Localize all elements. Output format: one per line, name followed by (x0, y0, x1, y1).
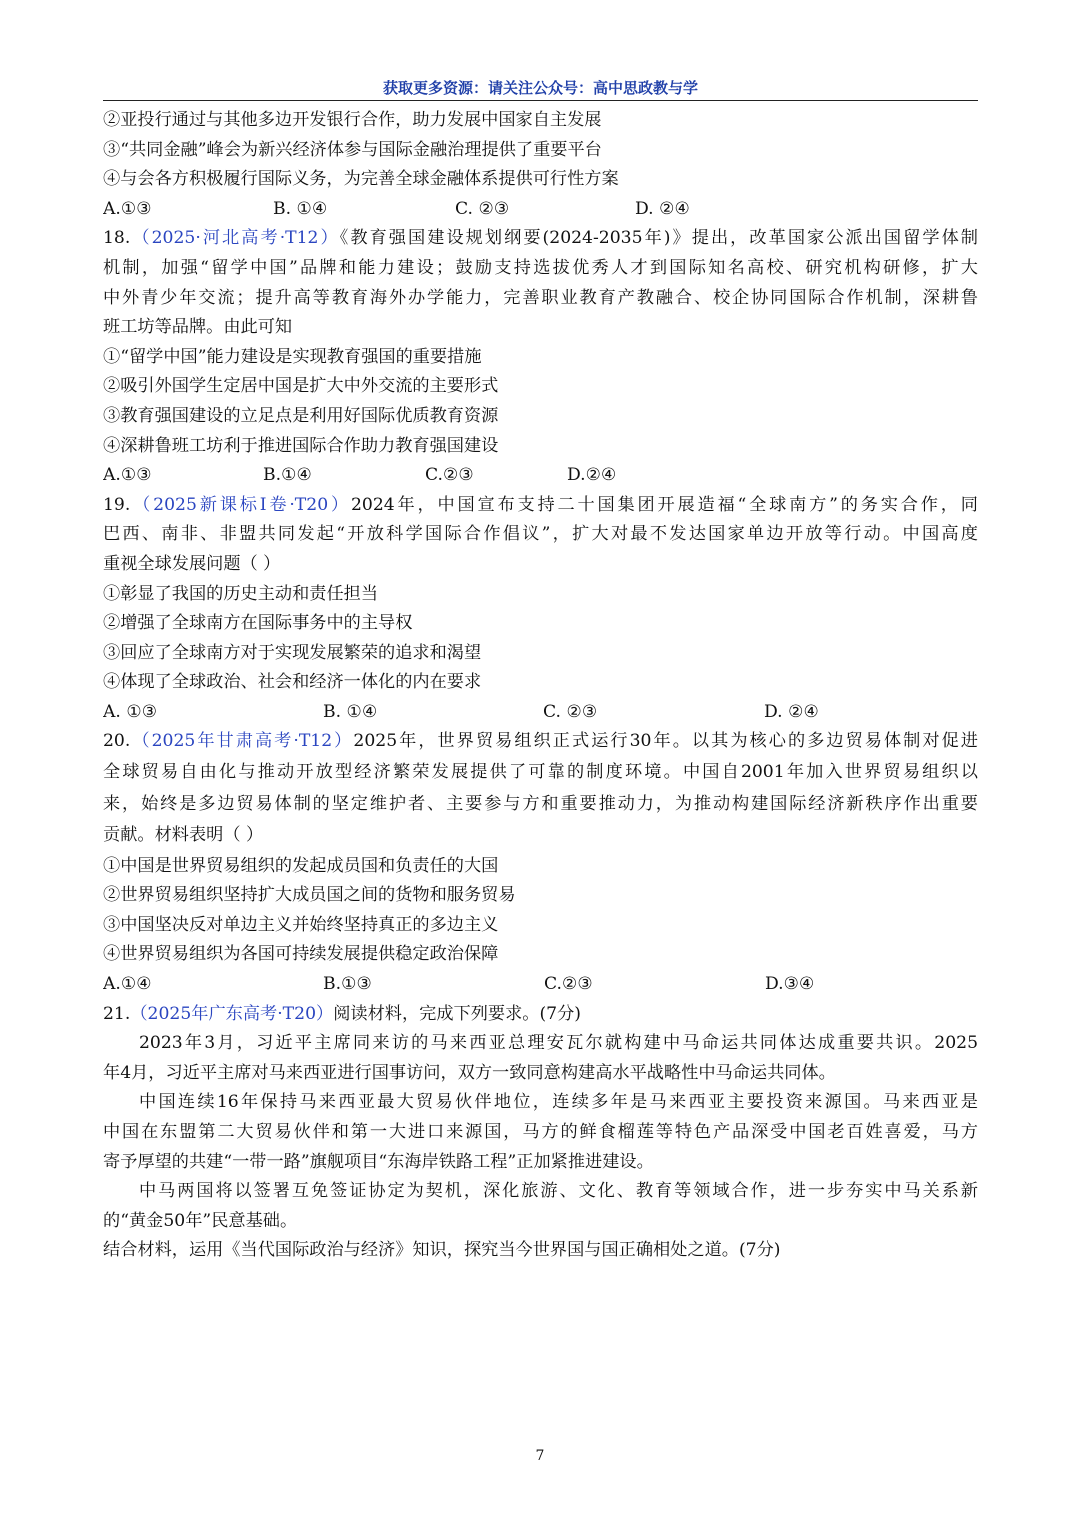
q19-number: 19. (103, 494, 131, 515)
page-header: 获取更多资源：请关注公众号：高中思政教与学 (103, 76, 978, 101)
q21-number: 21. (103, 1003, 131, 1024)
q18-option-d: D.②④ (567, 465, 617, 486)
q19-stem-text-1: 2024年，中国宣布支持二十国集团开展造福“全球南方”的务实合作，同 (350, 494, 978, 515)
q18-item-2: ②吸引外国学生定居中国是扩大中外交流的主要形式 (103, 376, 499, 397)
q20-stem-line-3: 来，始终是多边贸易体制的坚定维护者、主要参与方和重要推动力，为推动构建国际经济新秩序作出重要 (103, 793, 978, 814)
q21-intro: 阅读材料，完成下列要求。(7分) (333, 1003, 581, 1024)
q21-material-p2-line-2: 中国在东盟第二大贸易伙伴和第一大进口来源国，马方的鲜食榴莲等特色产品深受中国老百姓喜爱，马方 (103, 1121, 978, 1142)
q21-heading (103, 1000, 978, 1030)
q18-options (103, 461, 978, 491)
q19-item-1: ①彰显了我国的历史主动和责任担当 (103, 583, 379, 604)
q19-option-a: A. ①③ (103, 701, 158, 722)
q21-material-p1-line-1: 2023年3月，习近平主席同来访的马来西亚总理安瓦尔就构建中马命运共同体达成重要共识。2025 (139, 1033, 978, 1054)
q19-stem-line-2: 巴西、南非、非盟共同发起“开放科学国际合作倡议”，扩大对最不发达国家单边开放等行动。中国高度 (103, 524, 978, 545)
q17-options (103, 195, 978, 225)
q17-option-c: C. ②③ (455, 198, 510, 219)
q17-item-3: ③“共同金融”峰会为新兴经济体参与国际金融治理提供了重要平台 (103, 139, 602, 160)
q19-options (103, 698, 978, 728)
q18-option-c: C.②③ (425, 465, 474, 486)
q19-stem-line-3: 重视全球发展问题（ ） (103, 553, 281, 574)
q20-item-4: ④世界贸易组织为各国可持续发展提供稳定政治保障 (103, 944, 499, 965)
q20-stem-line-4: 贡献。材料表明（ ） (103, 825, 264, 846)
q19-item-4: ④体现了全球政治、社会和经济一体化的内在要求 (103, 672, 482, 693)
q20-option-a: A.①④ (103, 973, 152, 994)
q20-stem-line-1 (103, 727, 978, 757)
q18-item-3: ③教育强国建设的立足点是利用好国际优质教育资源 (103, 405, 499, 426)
q18-stem-line-3: 中外青少年交流；提升高等教育海外办学能力，完善职业教育产教融合、校企协同国际合作机制，深耕鲁 (103, 287, 978, 308)
q20-option-c: C.②③ (544, 973, 593, 994)
q21-material-p1-line-2: 年4月，习近平主席对马来西亚进行国事访问，双方一致同意构建高水平战略性中马命运共同体。 (103, 1062, 836, 1083)
q18-stem-line-2: 机制，加强“留学中国”品牌和能力建设；鼓励支持选拔优秀人才到国际知名高校、研究机构研修，扩大 (103, 257, 978, 278)
q20-stem-line-2: 全球贸易自由化与推动开放型经济繁荣发展提供了可靠的制度环境。中国自2001年加入世界贸易组织以 (103, 762, 978, 783)
q18-option-b: B.①④ (263, 465, 312, 486)
q18-option-a: A.①③ (103, 465, 152, 486)
q17-item-4: ④与会各方积极履行国际义务，为完善全球金融体系提供可行性方案 (103, 169, 619, 190)
q21-question: 结合材料，运用《当代国际政治与经济》知识，探究当今世界国与国正确相处之道。(7分) (103, 1240, 781, 1261)
q20-item-2: ②世界贸易组织坚持扩大成员国之间的货物和服务贸易 (103, 885, 516, 906)
page-content (103, 106, 978, 1266)
q20-item-3: ③中国坚决反对单边主义并始终坚持真正的多边主义 (103, 914, 499, 935)
q18-source: （2025·河北高考·T12） (130, 228, 340, 249)
q20-option-d: D.③④ (765, 973, 815, 994)
q19-item-3: ③回应了全球南方对于实现发展繁荣的追求和渴望 (103, 642, 482, 663)
q20-number: 20. (103, 731, 131, 752)
q17-option-a: A.①③ (103, 198, 152, 219)
q21-material-p3-line-2: 的“黄金50年”民意基础。 (103, 1210, 298, 1231)
q20-item-1: ①中国是世界贸易组织的发起成员国和负责任的大国 (103, 855, 499, 876)
page-number: 7 (535, 1448, 545, 1464)
q18-number: 18. (103, 228, 131, 249)
q21-material-p3-line-1: 中马两国将以签署互免签证协定为契机，深化旅游、文化、教育等领域合作，进一步夯实中马关系新 (139, 1181, 978, 1202)
q17-option-d: D. ②④ (635, 198, 690, 219)
q20-options (103, 970, 978, 1000)
q18-item-1: ①“留学中国”能力建设是实现教育强国的重要措施 (103, 346, 482, 367)
q18-stem-line-4: 班工坊等品牌。由此可知 (103, 317, 293, 338)
q21-source: （2025年广东高考·T20） (130, 1003, 334, 1024)
q19-source: （2025新课标Ⅰ卷·T20） (130, 494, 351, 515)
q21-material-p2-line-1: 中国连续16年保持马来西亚最大贸易伙伴地位，连续多年是马来西亚主要投资来源国。马来西亚是 (139, 1092, 978, 1113)
q20-source: （2025年甘肃高考·T12） (130, 731, 354, 752)
q19-option-d: D. ②④ (764, 701, 819, 722)
q18-stem-line-1 (103, 224, 978, 254)
q19-option-b: B. ①④ (323, 701, 378, 722)
q18-stem-text-1: 《教育强国建设规划纲要(2024-2035年)》提出，改革国家公派出国留学体制 (339, 228, 978, 249)
q19-item-2: ②增强了全球南方在国际事务中的主导权 (103, 613, 413, 634)
q20-stem-text-1: 2025年，世界贸易组织正式运行30年。以其为核心的多边贸易体制对促进 (353, 731, 978, 752)
q17-item-2: ②亚投行通过与其他多边开发银行合作，助力发展中国家自主发展 (103, 110, 602, 130)
q17-option-b: B. ①④ (273, 198, 328, 219)
q19-stem-line-1 (103, 491, 978, 521)
q20-option-b: B.①③ (323, 973, 372, 994)
q18-item-4: ④深耕鲁班工坊利于推进国际合作助力教育强国建设 (103, 435, 499, 456)
q21-material-p2-line-3: 寄予厚望的共建“一带一路”旗舰项目“东海岸铁路工程”正加紧推进建设。 (103, 1151, 654, 1172)
q19-option-c: C. ②③ (543, 701, 598, 722)
